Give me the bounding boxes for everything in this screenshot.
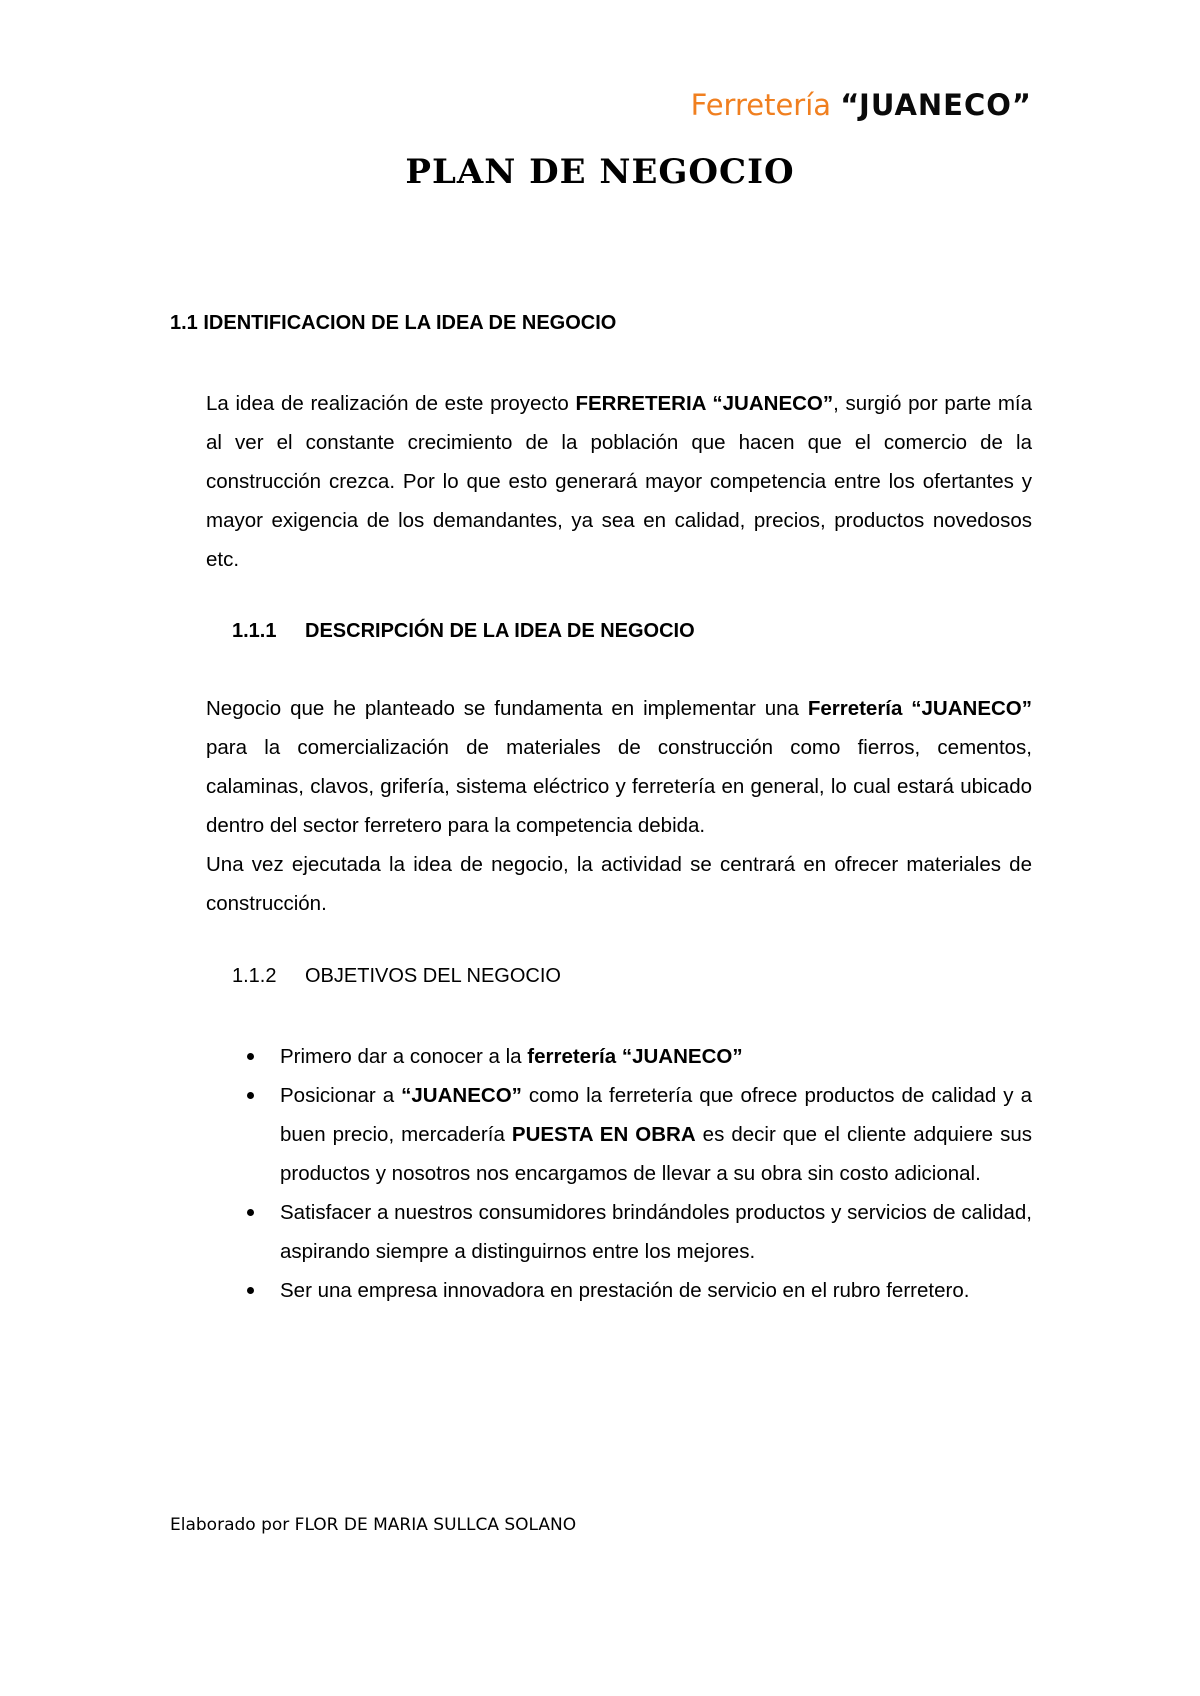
bullet-text: es decir que el cliente adquiere sus productos y nosotros nos encargamos de llevar a su obra sin costo adicional. xyxy=(280,1123,1033,1185)
paragraph-text: para la comercialización de materiales de construcción como fierros, cementos, calaminas, clavos, grifería, sistema eléctrico y ferretería en general, lo cual estará ubicado dentro del sector ferretero para la competencia debida. xyxy=(206,736,1032,837)
bullet-bold: ferretería “JUANECO” xyxy=(527,1045,743,1068)
bullet-icon xyxy=(247,1053,254,1060)
brand-word: Ferretería xyxy=(690,88,832,122)
bullet-text: como la ferretería que ofrece productos de calidad y a buen precio, mercadería xyxy=(280,1084,1032,1146)
bullet-text: Ser una empresa innovadora en prestación de servicio en el rubro ferretero. xyxy=(280,1279,970,1302)
section-heading-1-1-2 xyxy=(232,965,561,988)
document-title: PLAN DE NEGOCIO xyxy=(405,152,795,192)
bullet-text: Posicionar a xyxy=(280,1084,402,1107)
bullet-text: Primero dar a conocer a la xyxy=(280,1045,528,1068)
bullet-text: Satisfacer a nuestros consumidores brindándoles productos y servicios de calidad, aspirando siempre a distinguirnos entre los mejores. xyxy=(280,1201,1032,1263)
paragraph-descripcion xyxy=(206,689,1032,923)
paragraph-idea-negocio xyxy=(206,384,1032,579)
bullet-bold: PUESTA EN OBRA xyxy=(511,1123,696,1146)
paragraph-text: Una vez ejecutada la idea de negocio, la actividad se centrará en ofrecer materiales de construcción. xyxy=(206,853,1032,915)
section-heading-1-1-1 xyxy=(232,620,695,643)
header-brand xyxy=(691,88,1032,122)
section-title: DESCRIPCIÓN DE LA IDEA DE NEGOCIO xyxy=(305,620,695,642)
paragraph-bold: FERRETERIA “JUANECO” xyxy=(575,392,834,415)
objectives-list xyxy=(206,1037,1032,1310)
bullet-icon xyxy=(247,1287,254,1294)
paragraph-text: Negocio que he planteado se fundamenta en implementar una xyxy=(206,697,808,720)
bullet-bold: “JUANECO” xyxy=(401,1084,522,1107)
section-number: 1.1.2 xyxy=(232,965,277,987)
paragraph-text: La idea de realización de este proyecto xyxy=(206,392,576,415)
brand-name: “JUANECO” xyxy=(840,88,1032,122)
footer-author: Elaborado por FLOR DE MARIA SULLCA SOLANO xyxy=(170,1515,577,1535)
section-heading-1-1: 1.1 IDENTIFICACION DE LA IDEA DE NEGOCIO xyxy=(170,312,617,334)
paragraph-bold: Ferretería “JUANECO” xyxy=(807,697,1032,720)
bullet-icon xyxy=(247,1092,254,1099)
paragraph-text: , surgió por parte mía al ver el constante crecimiento de la población que hacen que el comercio de la construcción crezca. Por lo que esto generará mayor competencia entre los ofertantes y mayor exigencia de los demandantes, ya sea en calidad, precios, productos novedosos etc. xyxy=(206,392,1033,571)
list-item xyxy=(206,1037,1032,1076)
section-number: 1.1.1 xyxy=(232,620,277,642)
list-item xyxy=(206,1271,1032,1310)
list-item xyxy=(206,1076,1032,1193)
section-title: OBJETIVOS DEL NEGOCIO xyxy=(305,965,561,987)
bullet-icon xyxy=(247,1209,254,1216)
list-item xyxy=(206,1193,1032,1271)
